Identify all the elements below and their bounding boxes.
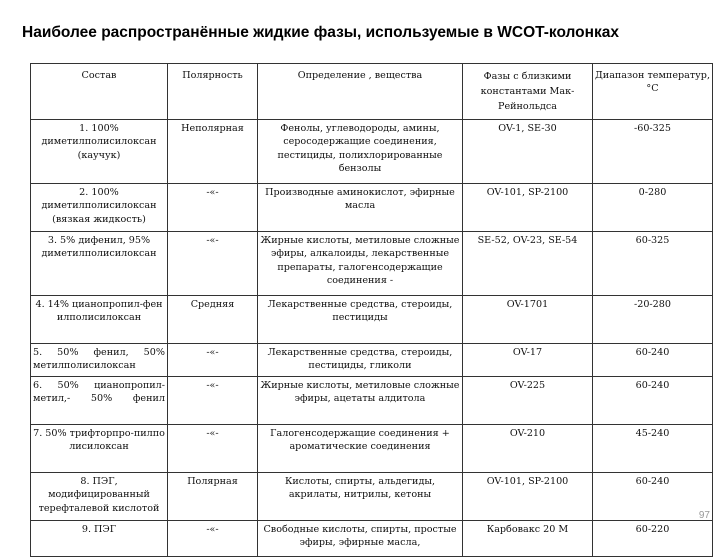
cell-polarity: Средняя bbox=[168, 296, 258, 344]
cell-temperature: 60-240 bbox=[593, 344, 713, 377]
cell-composition: 1. 100% диметилполисилоксан (каучук) bbox=[31, 120, 168, 184]
cell-composition: 5. 50% фенил, 50% метилполисилоксан bbox=[31, 344, 168, 377]
cell-phases: OV-1, SE-30 bbox=[463, 120, 593, 184]
cell-temperature: -20-280 bbox=[593, 296, 713, 344]
cell-phases: OV-210 bbox=[463, 424, 593, 472]
cell-substances: Фенолы, углеводороды, амины, серосодержащие соединения, пестициды, полихлорированные бензолы bbox=[258, 120, 463, 184]
header-composition: Состав bbox=[31, 64, 168, 120]
cell-composition: 2. 100% диметилполисилоксан (вязкая жидкость) bbox=[31, 184, 168, 232]
cell-composition: 9. ПЭГ bbox=[31, 520, 168, 556]
cell-polarity: Неполярная bbox=[168, 120, 258, 184]
table-row bbox=[31, 232, 713, 296]
cell-composition: 3. 5% дифенил, 95% диметилполисилоксан bbox=[31, 232, 168, 296]
table-row bbox=[31, 424, 713, 472]
cell-composition: 8. ПЭГ, модифицированный терефталевой кислотой bbox=[31, 472, 168, 520]
cell-temperature: 60-325 bbox=[593, 232, 713, 296]
cell-phases: OV-225 bbox=[463, 376, 593, 424]
cell-temperature: 60-220 bbox=[593, 520, 713, 556]
cell-phases: OV-1701 bbox=[463, 296, 593, 344]
cell-substances: Лекарственные средства, стероиды, пестициды, гликоли bbox=[258, 344, 463, 377]
cell-substances: Лекарственные средства, стероиды, пестициды bbox=[258, 296, 463, 344]
cell-temperature: 0-280 bbox=[593, 184, 713, 232]
page-title: Наиболее распространённые жидкие фазы, используемые в WCOT-колонках bbox=[22, 24, 619, 41]
table-row bbox=[31, 296, 713, 344]
header-temperature: Диапазон температур, °С bbox=[593, 64, 713, 120]
header-substances: Определение , вещества bbox=[258, 64, 463, 120]
header-phases: Фазы с близкими константами Мак-Рейнольдса bbox=[463, 64, 593, 120]
page-number: 97 bbox=[698, 510, 710, 521]
table-row bbox=[31, 376, 713, 424]
cell-polarity: -«- bbox=[168, 424, 258, 472]
cell-composition: 4. 14% цианопропил-фенилполисилоксан bbox=[31, 296, 168, 344]
cell-temperature: 60-240 bbox=[593, 472, 713, 520]
table-row bbox=[31, 120, 713, 184]
cell-temperature: -60-325 bbox=[593, 120, 713, 184]
table-row bbox=[31, 472, 713, 520]
cell-phases: OV-101, SP-2100 bbox=[463, 472, 593, 520]
cell-substances: Жирные кислоты, метиловые сложные эфиры, алкалоиды, лекарственные препараты, галогенсодержащие соединения - bbox=[258, 232, 463, 296]
cell-phases: OV-17 bbox=[463, 344, 593, 377]
cell-temperature: 45-240 bbox=[593, 424, 713, 472]
cell-phases: Карбовакс 20 М bbox=[463, 520, 593, 556]
cell-polarity: -«- bbox=[168, 232, 258, 296]
cell-composition: 6. 50% цианопропил-метил,- 50% фенил bbox=[31, 376, 168, 424]
cell-polarity: -«- bbox=[168, 184, 258, 232]
cell-substances: Кислоты, спирты, альдегиды, акрилаты, нитрилы, кетоны bbox=[258, 472, 463, 520]
cell-substances: Жирные кислоты, метиловые сложные эфиры, ацетаты алдитола bbox=[258, 376, 463, 424]
cell-polarity: -«- bbox=[168, 344, 258, 377]
cell-polarity: Полярная bbox=[168, 472, 258, 520]
cell-temperature: 60-240 bbox=[593, 376, 713, 424]
header-polarity: Полярность bbox=[168, 64, 258, 120]
liquid-phases-table bbox=[30, 63, 713, 557]
cell-polarity: -«- bbox=[168, 376, 258, 424]
cell-substances: Производные аминокислот, эфирные масла bbox=[258, 184, 463, 232]
cell-substances: Галогенсодержащие соединения + ароматические соединения bbox=[258, 424, 463, 472]
table-row bbox=[31, 184, 713, 232]
table-row bbox=[31, 520, 713, 556]
cell-phases: OV-101, SP-2100 bbox=[463, 184, 593, 232]
cell-polarity: -«- bbox=[168, 520, 258, 556]
table-header-row bbox=[31, 64, 713, 120]
table-row bbox=[31, 344, 713, 377]
cell-phases: SE-52, OV-23, SE-54 bbox=[463, 232, 593, 296]
cell-composition: 7. 50% трифторпро-пилполисилоксан bbox=[31, 424, 168, 472]
cell-substances: Свободные кислоты, спирты, простые эфиры, эфирные масла, bbox=[258, 520, 463, 556]
